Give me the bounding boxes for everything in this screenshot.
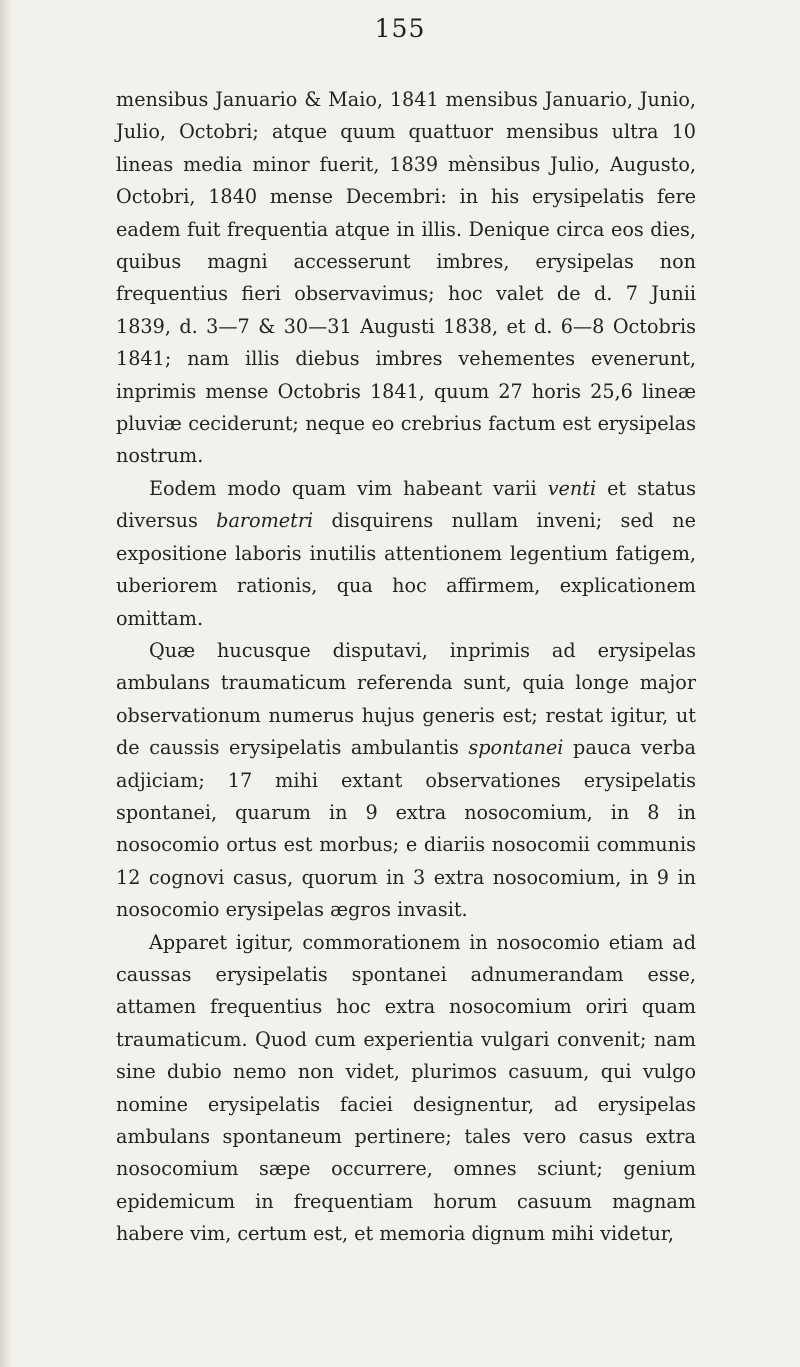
body-text — [116, 84, 696, 1251]
text-segment: pauca verba adjiciam; 17 mihi extant observationes erysipelatis spontanei, quarum in 9 extra nosocomium, in 8 in nosocomio ortus est morbus; e diariis nosocomii communis 12 cognovi casus, quorum in 3 extra nosocomium, in 9 in nosocomio erysipelas ægros invasit. — [116, 736, 696, 922]
text-segment: Eodem modo quam vim habeant varii — [149, 476, 548, 500]
text-segment: Apparet igitur, commorationem in nosocomio etiam ad caussas erysipelatis spontanei adnumerandam esse, attamen frequentius hoc extra nosocomium oriri quam traumaticum. Quod cum experientia vulgari convenit; nam sine dubio nemo non videt, plurimos casuum, qui vulgo nomine erysipelatis faciei designentur, ad erysipelas ambulans spontaneum pertinere; tales vero casus extra nosocomium sæpe occurrere, omnes sciunt; genium epidemicum in frequentiam horum casuum magnam habere vim, certum est, et memoria dignum mihi videtur, — [116, 930, 696, 1246]
italic-term-barometri: barometri — [216, 509, 314, 533]
italic-term-spontanei: spontanei — [468, 736, 564, 760]
paragraph-3 — [116, 635, 696, 927]
page-number: 155 — [374, 14, 426, 43]
text-segment: et status diversus — [116, 476, 696, 533]
text-segment: Quæ hucusque disputavi, inprimis ad erysipelas ambulans traumaticum referenda sunt, quia longe major observationum numerus hujus generis est; restat igitur, ut de caussis erysipelatis ambulantis — [116, 638, 696, 760]
page-binding-edge — [0, 0, 10, 1367]
paragraph-1 — [116, 84, 696, 473]
text-segment: disquirens nullam inveni; sed ne expositione laboris inutilis attentionem legentium fatigem, uberiorem rationis, qua hoc affirmem, explicationem omittam. — [116, 509, 696, 630]
italic-term-venti: venti — [547, 476, 597, 500]
paragraph-2 — [116, 473, 696, 635]
paragraph-4 — [116, 927, 696, 1251]
text-segment: mensibus Januario & Maio, 1841 mensibus Januario, Junio, Julio, Octobri; atque quum quattuor mensibus ultra 10 lineas media minor fuerit, 1839 mènsibus Julio, Augusto, Octobri, 1840 mense Decembri: in his erysipelatis fere eadem fuit frequentia atque in illis. Denique circa eos dies, quibus magni accesserunt imbres, erysipelas non frequentius fieri observavimus; hoc valet de d. 7 Junii 1839, d. 3—7 & 30—31 Augusti 1838, et d. 6—8 Octobris 1841; nam illis diebus imbres vehementes evenerunt, inprimis mense Octobris 1841, quum 27 horis 25,6 lineæ pluviæ ceciderunt; neque eo crebrius factum est erysipelas nostrum. — [116, 88, 696, 468]
